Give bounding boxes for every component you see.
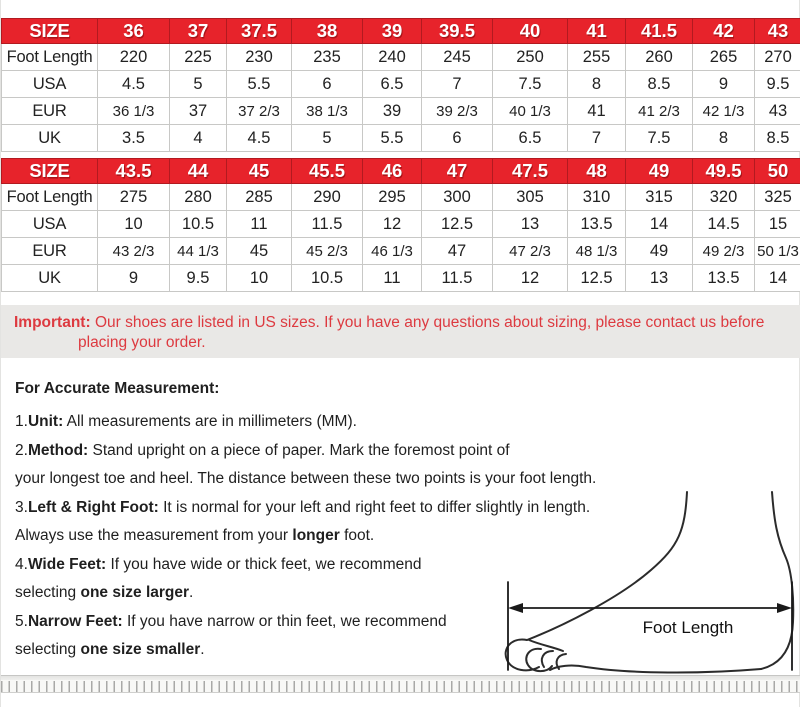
- size-cell: 41.5: [626, 19, 693, 44]
- size-cell: 12.5: [568, 265, 626, 292]
- size-cell: 4.5: [227, 125, 292, 152]
- size-cell: 220: [98, 44, 170, 71]
- size-cell: 295: [363, 184, 422, 211]
- size-cell: 9: [98, 265, 170, 292]
- size-cell: 37: [170, 98, 227, 125]
- size-cell: 37 2/3: [227, 98, 292, 125]
- size-cell: 6.5: [363, 71, 422, 98]
- size-cell: 11.5: [292, 211, 363, 238]
- row-label: SIZE: [2, 159, 98, 184]
- size-cell: 8: [693, 125, 755, 152]
- size-cell: 42: [693, 19, 755, 44]
- size-cell: 6.5: [493, 125, 568, 152]
- size-header-row: [2, 19, 800, 44]
- size-cell: 12: [493, 265, 568, 292]
- size-cell: 11: [363, 265, 422, 292]
- size-header-row: [2, 159, 800, 184]
- size-cell: 49: [626, 159, 693, 184]
- size-cell: 12.5: [422, 211, 493, 238]
- row-label: USA: [2, 211, 98, 238]
- size-data-row: [2, 211, 800, 238]
- size-cell: 39: [363, 98, 422, 125]
- foot-measurement-diagram: [501, 440, 800, 675]
- size-cell: 275: [98, 184, 170, 211]
- row-label: EUR: [2, 238, 98, 265]
- size-cell: 250: [493, 44, 568, 71]
- size-cell: 48 1/3: [568, 238, 626, 265]
- ruler-strip: [1, 675, 800, 693]
- size-cell: 39: [363, 19, 422, 44]
- size-cell: 11: [227, 211, 292, 238]
- size-cell: 240: [363, 44, 422, 71]
- foot-outline-sole: [550, 666, 761, 673]
- size-cell: 50 1/3: [755, 238, 800, 265]
- measurement-heading: For Accurate Measurement:: [15, 380, 220, 397]
- arrow-head-right-icon: [777, 603, 792, 613]
- size-cell: 290: [292, 184, 363, 211]
- instruction-line: 1.Unit: All measurements are in millimeters (MM).: [15, 413, 357, 430]
- foot-toe-big: [506, 640, 539, 671]
- size-cell: 230: [227, 44, 292, 71]
- size-cell: 9.5: [170, 265, 227, 292]
- size-cell: 4: [170, 125, 227, 152]
- foot-toe-3: [542, 651, 553, 667]
- size-cell: 4.5: [98, 71, 170, 98]
- size-cell: 37: [170, 19, 227, 44]
- size-cell: 43: [755, 98, 800, 125]
- size-cell: 5: [292, 125, 363, 152]
- size-data-row: [2, 238, 800, 265]
- size-cell: 10.5: [170, 211, 227, 238]
- instruction-line: 4.Wide Feet: If you have wide or thick feet, we recommend: [15, 555, 422, 573]
- size-cell: 45 2/3: [292, 238, 363, 265]
- size-cell: 325: [755, 184, 800, 211]
- row-label: Foot Length: [2, 184, 98, 211]
- size-cell: 13: [493, 211, 568, 238]
- size-cell: 11.5: [422, 265, 493, 292]
- instruction-line: selecting one size larger.: [15, 584, 194, 601]
- size-cell: 41: [568, 98, 626, 125]
- size-cell: 6: [422, 125, 493, 152]
- size-cell: 5: [170, 71, 227, 98]
- size-cell: 36 1/3: [98, 98, 170, 125]
- size-cell: 43 2/3: [98, 238, 170, 265]
- size-data-row: [2, 125, 800, 152]
- size-cell: 12: [363, 211, 422, 238]
- size-cell: 245: [422, 44, 493, 71]
- size-cell: 50: [755, 159, 800, 184]
- row-label: UK: [2, 125, 98, 152]
- size-cell: 10: [227, 265, 292, 292]
- size-cell: 5.5: [227, 71, 292, 98]
- size-cell: 8.5: [626, 71, 693, 98]
- instruction-line: 2.Method: Stand upright on a piece of paper. Mark the foremost point of: [15, 441, 510, 459]
- size-data-row: [2, 71, 800, 98]
- size-cell: 9.5: [755, 71, 800, 98]
- foot-outline-heel: [761, 492, 793, 669]
- important-line-1: [1, 305, 800, 333]
- size-cell: 10: [98, 211, 170, 238]
- size-cell: 44: [170, 159, 227, 184]
- size-cell: 3.5: [98, 125, 170, 152]
- size-cell: 41: [568, 19, 626, 44]
- size-cell: 305: [493, 184, 568, 211]
- important-line-2: placing your order.: [78, 334, 206, 351]
- size-cell: 47.5: [493, 159, 568, 184]
- size-cell: 37.5: [227, 19, 292, 44]
- size-cell: 48: [568, 159, 626, 184]
- size-cell: 7: [568, 125, 626, 152]
- size-cell: 42 1/3: [693, 98, 755, 125]
- arrow-head-left-icon: [508, 603, 523, 613]
- size-cell: 225: [170, 44, 227, 71]
- size-cell: 320: [693, 184, 755, 211]
- size-cell: 49 2/3: [693, 238, 755, 265]
- row-label: Foot Length: [2, 44, 98, 71]
- size-cell: 260: [626, 44, 693, 71]
- size-cell: 14: [755, 265, 800, 292]
- size-data-row: [2, 44, 800, 71]
- size-cell: 255: [568, 44, 626, 71]
- size-cell: 49: [626, 238, 693, 265]
- size-cell: 45.5: [292, 159, 363, 184]
- size-cell: 5.5: [363, 125, 422, 152]
- instruction-line: 5.Narrow Feet: If you have narrow or thin feet, we recommend: [15, 612, 447, 630]
- size-cell: 40 1/3: [493, 98, 568, 125]
- size-cell: 270: [755, 44, 800, 71]
- size-cell: 280: [170, 184, 227, 211]
- size-cell: 49.5: [693, 159, 755, 184]
- size-cell: 6: [292, 71, 363, 98]
- instruction-line: your longest toe and heel. The distance between these two points is your foot length.: [15, 470, 597, 487]
- size-cell: 8.5: [755, 125, 800, 152]
- size-cell: 7.5: [493, 71, 568, 98]
- row-label: SIZE: [2, 19, 98, 44]
- size-cell: 13.5: [693, 265, 755, 292]
- size-cell: 7: [422, 71, 493, 98]
- size-cell: 36: [98, 19, 170, 44]
- size-cell: 10.5: [292, 265, 363, 292]
- size-cell: 9: [693, 71, 755, 98]
- size-cell: 7.5: [626, 125, 693, 152]
- important-label: Important:: [14, 314, 91, 331]
- size-data-row: [2, 265, 800, 292]
- size-cell: 8: [568, 71, 626, 98]
- size-cell: 46 1/3: [363, 238, 422, 265]
- row-label: UK: [2, 265, 98, 292]
- size-cell: 14: [626, 211, 693, 238]
- size-table-upper: [1, 18, 800, 152]
- size-cell: 38: [292, 19, 363, 44]
- size-cell: 41 2/3: [626, 98, 693, 125]
- size-cell: 285: [227, 184, 292, 211]
- size-cell: 43: [755, 19, 800, 44]
- row-label: EUR: [2, 98, 98, 125]
- instruction-line: selecting one size smaller.: [15, 641, 205, 658]
- important-text: Our shoes are listed in US sizes. If you have any questions about sizing, please contact us before: [90, 314, 765, 331]
- size-cell: 46: [363, 159, 422, 184]
- size-table-lower: [1, 158, 800, 292]
- size-cell: 43.5: [98, 159, 170, 184]
- size-cell: 45: [227, 238, 292, 265]
- size-data-row: [2, 98, 800, 125]
- size-cell: 13.5: [568, 211, 626, 238]
- size-cell: 39.5: [422, 19, 493, 44]
- size-cell: 45: [227, 159, 292, 184]
- size-cell: 47 2/3: [493, 238, 568, 265]
- foot-length-label: Foot Length: [642, 618, 734, 637]
- size-cell: 265: [693, 44, 755, 71]
- size-data-row: [2, 184, 800, 211]
- size-cell: 15: [755, 211, 800, 238]
- size-cell: 38 1/3: [292, 98, 363, 125]
- size-cell: 14.5: [693, 211, 755, 238]
- size-cell: 13: [626, 265, 693, 292]
- size-cell: 300: [422, 184, 493, 211]
- size-cell: 40: [493, 19, 568, 44]
- size-cell: 44 1/3: [170, 238, 227, 265]
- size-cell: 47: [422, 159, 493, 184]
- size-cell: 47: [422, 238, 493, 265]
- important-notice: [1, 305, 800, 358]
- instruction-line: 3.Left & Right Foot: It is normal for your left and right feet to differ slightly in length.: [15, 498, 591, 516]
- size-cell: 235: [292, 44, 363, 71]
- size-cell: 310: [568, 184, 626, 211]
- size-cell: 315: [626, 184, 693, 211]
- size-cell: 39 2/3: [422, 98, 493, 125]
- row-label: USA: [2, 71, 98, 98]
- instruction-line: Always use the measurement from your longer foot.: [15, 527, 375, 544]
